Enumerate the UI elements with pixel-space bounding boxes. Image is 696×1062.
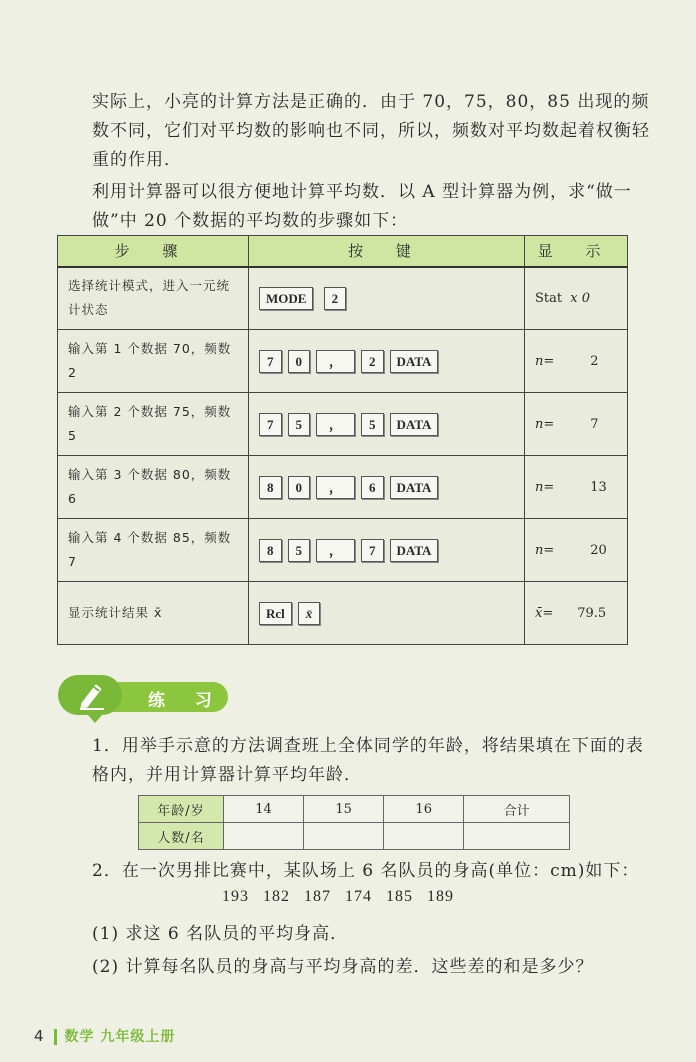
table-cell	[304, 823, 384, 850]
table-row	[139, 823, 570, 850]
step-text: 输入第 2 个数据 75，频数 5	[58, 393, 249, 456]
display-label: x̄=	[535, 605, 554, 621]
step-text: 输入第 1 个数据 70，频数 2	[58, 330, 249, 393]
page-footer	[34, 1026, 175, 1046]
calc-key: 6	[361, 476, 384, 499]
player-heights: 193 182 187 174 185 189	[222, 888, 454, 905]
display-value	[525, 582, 628, 645]
question-2: 2．在一次男排比赛中，某队场上 6 名队员的身高(单位：cm)如下：	[92, 861, 640, 881]
question-2-part-2: (2) 计算每名队员的身高与平均身高的差．这些差的和是多少？	[92, 957, 594, 977]
header-keys: 按 键	[249, 236, 525, 267]
exercise-title: 练 习	[148, 691, 224, 711]
step-text: 输入第 3 个数据 80，频数 6	[58, 456, 249, 519]
calc-key: DATA	[390, 476, 439, 499]
calc-key: 5	[361, 413, 384, 436]
intro-paragraph-1: 实际上，小亮的计算方法是正确的．由于 70，75，80，85 出现的频数不同，它们对平均数的影响也不同，所以，频数对平均数起着权衡轻重的作用．	[92, 92, 650, 170]
key-sequence	[249, 267, 525, 330]
table-cell	[224, 823, 304, 850]
key-sequence	[249, 330, 525, 393]
calc-key: ，	[316, 476, 355, 499]
display-number: 79.5	[577, 605, 607, 621]
table-cell	[464, 823, 570, 850]
display-value	[525, 456, 628, 519]
display-number: 20	[590, 542, 607, 558]
calc-key: 0	[288, 476, 311, 499]
header-display: 显 示	[525, 236, 628, 267]
question-2-part-1: (1) 求这 6 名队员的平均身高．	[92, 924, 349, 944]
calc-key: DATA	[390, 413, 439, 436]
calc-key: ，	[316, 539, 355, 562]
table-row	[58, 582, 628, 645]
key-sequence	[249, 519, 525, 582]
step-text: 输入第 4 个数据 85，频数 7	[58, 519, 249, 582]
calc-key: ，	[316, 413, 355, 436]
display-number: 2	[590, 353, 599, 369]
display-value	[525, 330, 628, 393]
count-header: 人数/名	[139, 823, 224, 850]
age-column: 15	[304, 796, 384, 823]
age-header: 年龄/岁	[139, 796, 224, 823]
step-text: 显示统计结果 x̄	[58, 582, 249, 645]
calc-key: MODE	[259, 287, 313, 310]
display-label: n=	[535, 353, 555, 369]
display-value	[525, 393, 628, 456]
calc-key: 8	[259, 539, 282, 562]
age-column: 14	[224, 796, 304, 823]
calc-key: 0	[288, 350, 311, 373]
header-steps: 步 骤	[58, 236, 249, 267]
table-row	[139, 796, 570, 823]
calc-key: 8	[259, 476, 282, 499]
display-number: 13	[590, 479, 607, 495]
display-label: n=	[535, 416, 555, 432]
display-label: n=	[535, 542, 555, 558]
exercise-banner	[58, 675, 230, 723]
display-number: 7	[590, 416, 599, 432]
calc-key: 5	[288, 539, 311, 562]
calc-key: DATA	[390, 350, 439, 373]
key-sequence	[249, 456, 525, 519]
calc-key: 7	[361, 539, 384, 562]
book-title: 数学 九年级上册	[64, 1029, 176, 1045]
table-row	[58, 393, 628, 456]
display-label: n=	[535, 479, 555, 495]
footer-divider	[54, 1029, 57, 1045]
banner-tip	[88, 715, 102, 723]
intro-paragraph-2: 利用计算器可以很方便地计算平均数．以 A 型计算器为例，求“做一做”中 20 个数据的平均数的步骤如下：	[92, 182, 632, 231]
calc-key: DATA	[390, 539, 439, 562]
total-column: 合计	[464, 796, 570, 823]
calc-key: 7	[259, 413, 282, 436]
key-sequence	[249, 582, 525, 645]
calc-key: 5	[288, 413, 311, 436]
calc-key: 7	[259, 350, 282, 373]
calculator-steps-table	[57, 235, 628, 645]
calc-key: Rcl	[259, 602, 292, 625]
step-text: 选择统计模式，进入一元统计状态	[58, 267, 249, 330]
display-value	[525, 519, 628, 582]
table-row	[58, 330, 628, 393]
calc-key: 2	[324, 287, 347, 310]
calc-key: 2	[361, 350, 384, 373]
calc-key: ，	[316, 350, 355, 373]
table-header-row	[58, 236, 628, 267]
table-cell	[384, 823, 464, 850]
question-1: 1．用举手示意的方法调查班上全体同学的年龄，将结果填在下面的表格内，并用计算器计算平均年龄．	[92, 736, 644, 785]
table-row	[58, 267, 628, 330]
display-number: x 0	[570, 290, 590, 306]
table-row	[58, 519, 628, 582]
age-survey-table	[138, 795, 570, 850]
calc-key: x̄	[298, 602, 321, 625]
key-sequence	[249, 393, 525, 456]
page-number: 4	[34, 1027, 44, 1045]
pencil-icon	[76, 679, 106, 711]
age-column: 16	[384, 796, 464, 823]
display-value	[525, 267, 628, 330]
display-label: Stat	[535, 290, 563, 306]
table-row	[58, 456, 628, 519]
